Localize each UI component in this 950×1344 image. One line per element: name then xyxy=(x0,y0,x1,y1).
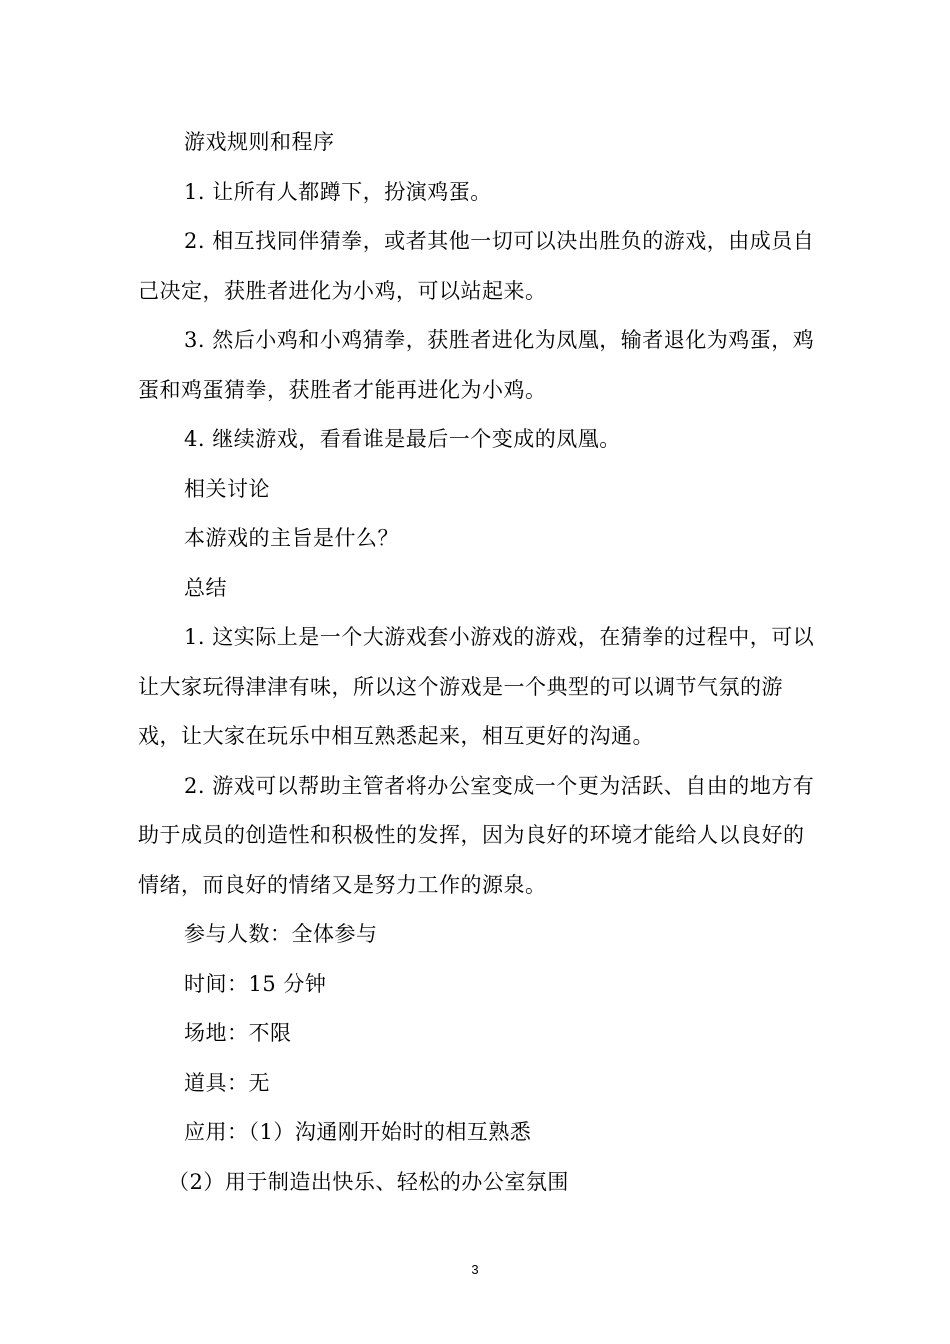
page-number: 3 xyxy=(471,1262,479,1277)
venue-info: 场地：不限 xyxy=(184,1021,292,1045)
rule-step-1: 1. 让所有人都蹲下，扮演鸡蛋。 xyxy=(184,179,492,204)
rule-step-3: 3. 然后小鸡和小鸡猜拳，获胜者进化为凤凰，输者退化为鸡蛋，鸡蛋和鸡蛋猜拳，获胜者才能再进化为小鸡。 xyxy=(138,328,815,402)
time-info: 时间：15 分钟 xyxy=(184,971,327,996)
participants-info: 参与人数：全体参与 xyxy=(184,922,378,946)
section-heading-discussion: 相关讨论 xyxy=(184,476,270,501)
props-info: 道具：无 xyxy=(184,1070,270,1095)
document-body xyxy=(138,118,818,1207)
summary-point-1: 1. 这实际上是一个大游戏套小游戏的游戏，在猜拳的过程中，可以让大家玩得津津有味，所以这个游戏是一个典型的可以调节气氛的游戏，让大家在玩乐中相互熟悉起来，相互更好的沟通。 xyxy=(138,625,815,748)
section-heading-summary: 总结 xyxy=(184,575,227,600)
section-heading-rules: 游戏规则和程序 xyxy=(184,130,335,154)
discussion-question: 本游戏的主旨是什么？ xyxy=(184,526,399,550)
application-info-2: （2）用于制造出快乐、轻松的办公室氛围 xyxy=(168,1169,569,1194)
summary-point-2: 2. 游戏可以帮助主管者将办公室变成一个更为活跃、自由的地方有助于成员的创造性和积极性的发挥，因为良好的环境才能给人以良好的情绪，而良好的情绪又是努力工作的源泉。 xyxy=(138,773,815,897)
rule-step-4: 4. 继续游戏，看看谁是最后一个变成的凤凰。 xyxy=(184,427,621,451)
rule-step-2: 2. 相互找同伴猜拳，或者其他一切可以决出胜负的游戏，由成员自己决定，获胜者进化为小鸡，可以站起来。 xyxy=(138,229,815,303)
application-info-1: 应用：（1）沟通刚开始时的相互熟悉 xyxy=(184,1120,532,1144)
